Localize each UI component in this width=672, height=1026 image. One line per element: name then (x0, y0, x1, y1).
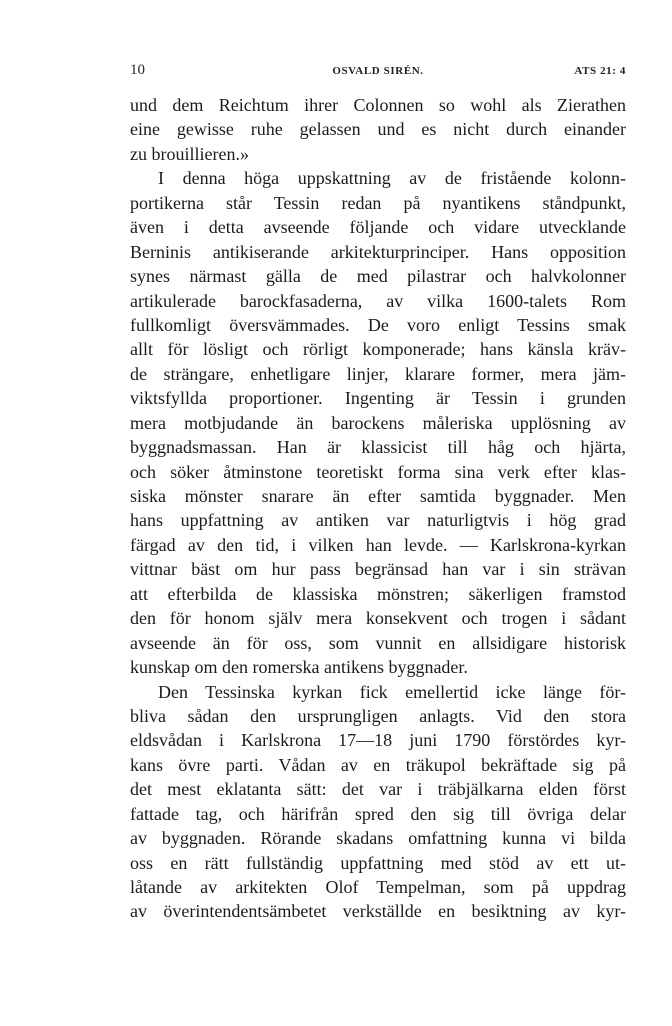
series-code: ATS 21: 4 (574, 65, 626, 77)
text-line: vittnar bäst om hur pass begränsad han var i sin strävan (130, 559, 626, 580)
running-title: OSVALD SIRÉN. (332, 65, 424, 77)
text-line: även i detta avseende följande och vidare utvecklande (130, 217, 626, 238)
text-line: fullkomligt översvämmades. De voro enligt Tessins smak (130, 314, 626, 335)
text-line: fattade tag, och härifrån spred den sig till övriga delar (130, 803, 626, 824)
text-line: zu brouillieren.» (130, 143, 249, 164)
text-line: låtande av arkitekten Olof Tempelman, som på uppdrag (130, 877, 626, 897)
text-line: färgad av den tid, i vilken han levde. — Karlskrona-kyrkan (130, 534, 626, 555)
text-line: mera motbjudande än barockens måleriska upplösning av (130, 412, 626, 433)
text-line: avseende än för oss, som vunnit en allsidigare historisk (130, 632, 626, 653)
text-line: portikerna står Tessin redan på nyantikens ståndpunkt, (130, 192, 626, 213)
text-line: att efterbilda de klassiska mönstren; säkerligen framstod (130, 583, 626, 604)
text-line: den för honom själv mera konsekvent och trogen i sådant (130, 608, 626, 629)
text-line: eine gewisse ruhe gelassen und es nicht durch einander (130, 119, 626, 140)
running-header (130, 62, 626, 82)
text-line: viktsfyllda proportioner. Ingenting är Tessin i grunden (130, 388, 626, 409)
text-line: eldsvådan i Karlskrona 17—18 juni 1790 förstördes kyr- (130, 730, 626, 751)
text-line: av överintendentsämbetet verkställde en besiktning av kyr- (130, 901, 626, 922)
text-line: kans övre parti. Vådan av en träkupol bekräftade sig på (130, 754, 626, 775)
text-line: hans uppfattning av antiken var naturligtvis i hög grad (130, 510, 626, 531)
text-line: oss en rätt fullständig uppfattning med stöd av ett ut- (130, 852, 626, 873)
text-line: und dem Reichtum ihrer Colonnen so wohl als Zierathen (130, 95, 626, 115)
text-line: artikulerade barockfasaderna, av vilka 1600-talets Rom (130, 290, 626, 311)
text-line: I denna höga uppskattning av de fristående kolonn- (158, 168, 626, 189)
text-line: siska mönster snarare än efter samtida byggnader. Men (130, 486, 626, 506)
text-line: de strängare, enhetligare linjer, klarare former, mera jäm- (130, 363, 626, 384)
text-line: bliva sådan den ursprungligen anlagts. Vid den stora (130, 705, 626, 726)
text-line: Berninis antikiserande arkitekturprinciper. Hans opposition (130, 241, 626, 262)
text-line: det mest eklatanta sätt: det var i träbjälkarna elden först (130, 779, 626, 800)
text-line: av byggnaden. Rörande skadans omfattning kunna vi bilda (130, 828, 626, 849)
text-line: allt för lösligt och rörligt komponerade; hans känsla kräv- (130, 339, 626, 360)
body-text (130, 93, 626, 924)
text-line: Den Tessinska kyrkan fick emellertid icke länge för- (158, 681, 626, 702)
page-number: 10 (130, 62, 145, 78)
text-line: byggnadsmassan. Han är klassicist till håg och hjärta, (130, 437, 626, 458)
text-line: och söker åtminstone teoretiskt forma sina verk efter klas- (130, 461, 626, 482)
text-line: kunskap om den romerska antikens byggnader. (130, 657, 468, 678)
text-line: synes närmast gälla de med pilastrar och halvkolonner (130, 266, 626, 287)
